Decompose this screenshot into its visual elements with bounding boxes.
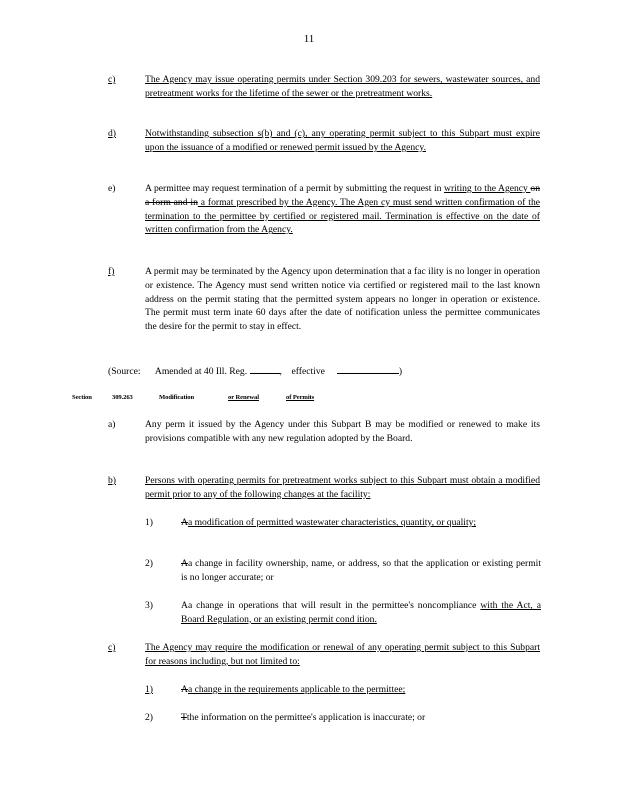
c2-item-1-label: 1): [145, 684, 153, 695]
subsection-d-text: [145, 127, 540, 155]
b-item-2-text: [181, 557, 541, 585]
b-item-3-text: [181, 599, 541, 627]
section-word: Section: [72, 394, 92, 401]
b-item-2-label: 2): [145, 558, 153, 569]
b-item-3-pre: A: [181, 600, 188, 611]
subsection-e-part2: writing to the Agency: [444, 183, 531, 194]
c2-item-2-struck: T: [181, 712, 187, 723]
b-item-2-body: a change in facility ownership, name, or address, so that the application or existing permit is no longer accurate; or: [181, 558, 541, 583]
subsection-c2-text: The Agency may require the modification or renewal of any operating permit subject to this Subpart for reasons including, but not limited to:: [145, 642, 540, 667]
source-effective: effective: [291, 366, 325, 377]
b-item-1-label: 1): [145, 517, 153, 528]
subsection-e-struck: on a form and in: [145, 183, 541, 208]
subsection-b-label: b): [108, 475, 116, 486]
subsection-c-text: The Agency may issue operating permits under Section 309.203 for sewers, wastewater sources, and pretreatment works for the lifetime of the sewer or the pretreatment works.: [145, 74, 540, 99]
subsection-e-part4: a format prescribed by the Agency. The Agen cy must send written confirmation of the termination to the permittee by certified or registered mail. Termination is effective on the date of written confirmation from the Agency.: [145, 196, 540, 236]
b-item-1-text: [181, 516, 541, 530]
b-item-3-label: 3): [145, 600, 153, 611]
subsection-d-body: Notwithstanding subsection s(b) and (c), any operating permit subject to this Subpart must expire upon the issuance of a modified or renewed permit issued by the Agency.: [145, 128, 540, 153]
subsection-a-text: Any perm it issued by the Agency under this Subpart B may be modified or renewed to make its provisions compatible with any new regulation adopted by the Board.: [145, 419, 540, 444]
c2-item-1-body: a change in the requirements applicable to the permittee;: [187, 684, 406, 695]
source-comma: ,: [279, 366, 282, 377]
subsection-e-part1: A permittee may request termination of a permit by submitting the request in: [145, 183, 445, 194]
source-effective-blank: [337, 363, 399, 374]
b-item-3-under: with the Act, a Board Regulation, or an existing permit cond ition.: [181, 600, 541, 625]
subsection-a-label: a): [108, 419, 116, 430]
source-close: ): [398, 366, 403, 377]
c2-item-2-label: 2): [145, 712, 153, 723]
c2-item-1-struck: A: [181, 684, 188, 695]
section-title-a: Modification: [159, 394, 195, 401]
subsection-e-text: [145, 182, 540, 237]
source-reg-blank: [250, 363, 280, 374]
subsection-e-label: e): [108, 183, 116, 194]
subsection-b-text: Persons with operating permits for pretreatment works subject to this Subpart must obtain a modified permit prior to any of the following changes at the facility:: [145, 475, 540, 500]
subsection-f-text: A permit may be terminated by the Agency upon determination that a fac ility is no longer in operation or existence. The Agency must send written notice via certified or registered mail to the last known address on the permit stating that the permitted system appears no longer in operation or existence. The permit must term inate 60 days after the date of notification unless the permittee communicates the desire for the permit to stay in effect.: [145, 266, 540, 333]
subsection-d-label: d): [108, 128, 116, 139]
page-number: 11: [303, 33, 315, 45]
subsection-c-label: c): [108, 74, 116, 85]
b-item-3-plain: a change in operations that will result in the permittee's noncompliance: [187, 600, 481, 611]
source-open: (Source:: [108, 366, 141, 377]
b-item-1-struck: A: [181, 517, 188, 528]
subsection-f-label: f): [108, 266, 115, 277]
b-item-1-body: a modification of permitted wastewater characteristics, quantity, or quality;: [187, 517, 477, 528]
section-title-b: or Renewal: [228, 394, 259, 401]
subsection-c2-label: c): [108, 642, 116, 653]
b-item-2-struck: A: [181, 558, 188, 569]
c2-item-2-text: [181, 711, 541, 725]
section-number: 309.263: [112, 394, 133, 401]
section-title-c: of Permits: [286, 394, 315, 401]
c2-item-2-body: the information on the permittee's application is inaccurate; or: [186, 712, 426, 723]
source-amended: Amended at 40 Ill. Reg.: [154, 366, 248, 377]
source-note: [108, 363, 402, 379]
c2-item-1-text: [181, 683, 541, 697]
